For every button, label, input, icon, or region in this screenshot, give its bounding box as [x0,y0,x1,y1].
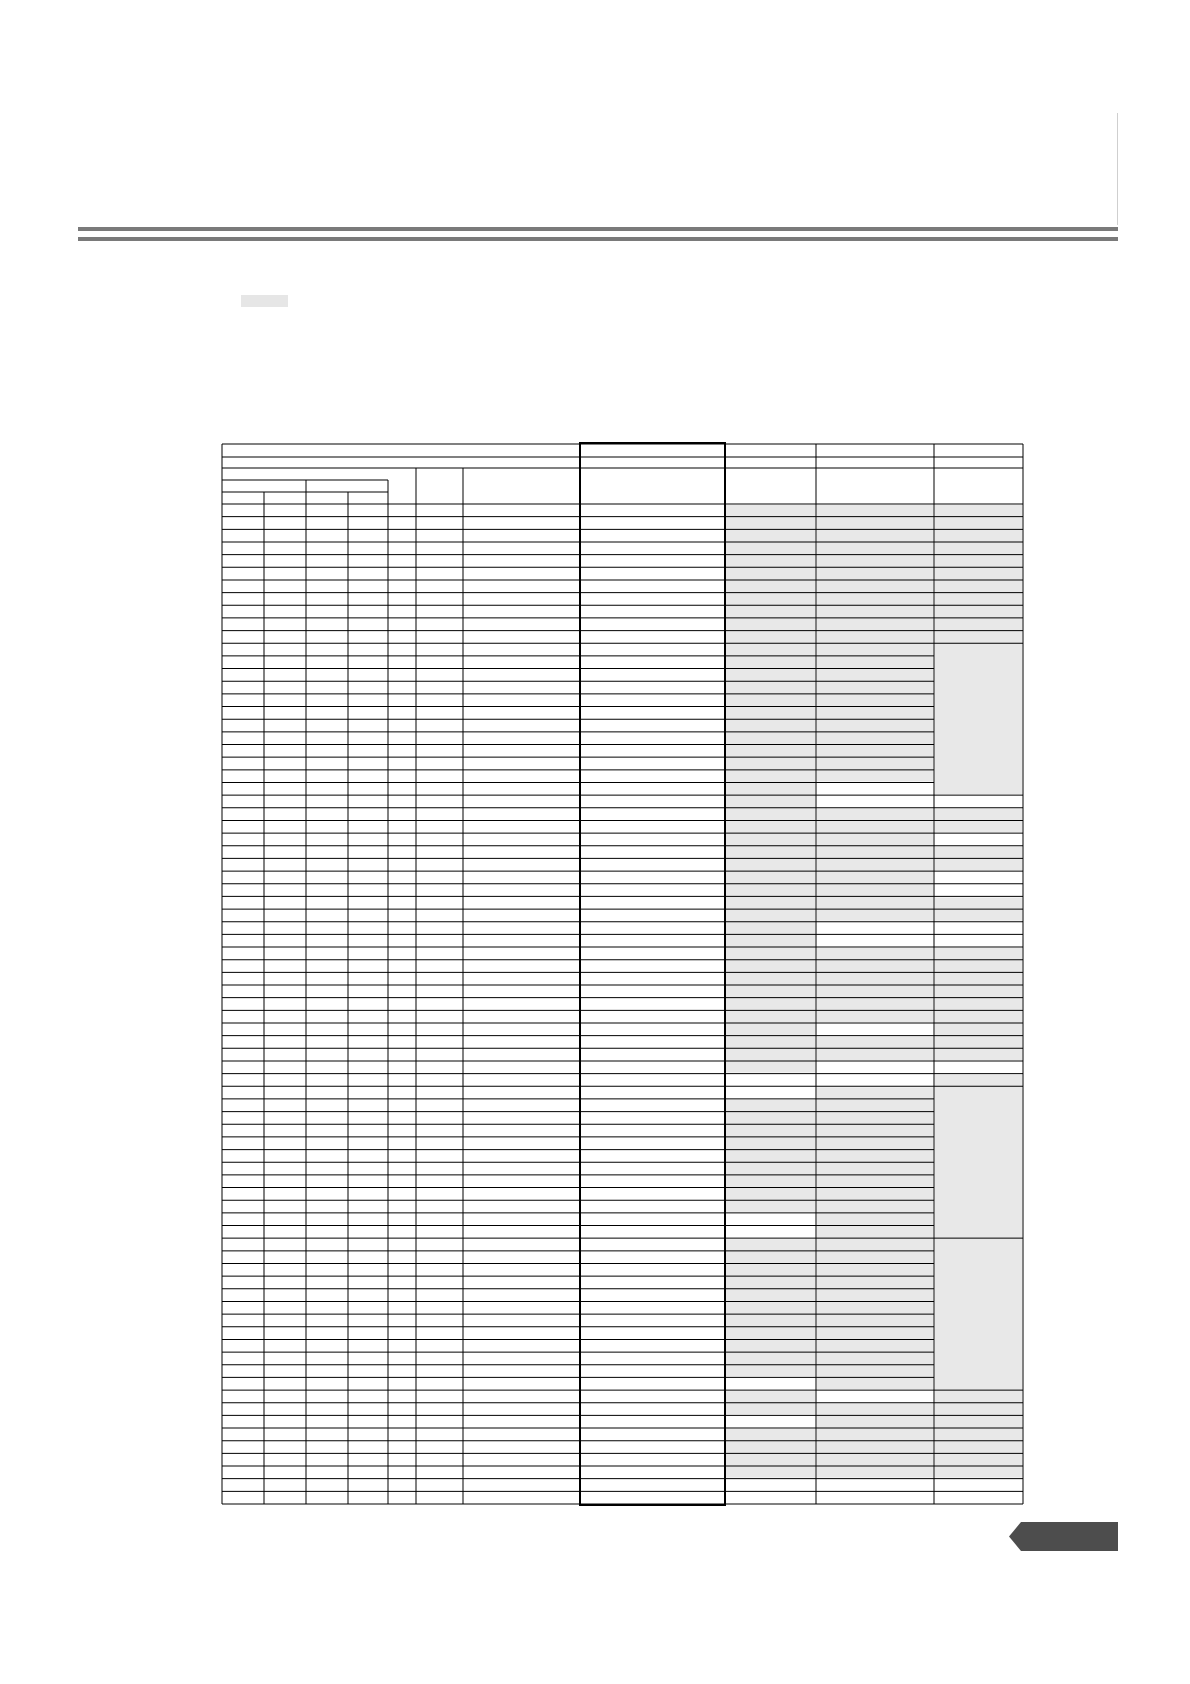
table-cell-shaded [935,948,1022,1060]
table-cell-shaded [817,809,933,921]
section-label-box [241,295,288,307]
drum-kit-table [220,442,1025,1514]
table-cell-shaded [935,505,1022,794]
page-edge-rule [1117,113,1118,225]
table-cell-shaded [726,1100,815,1212]
header-rule-bottom [78,237,1118,241]
page-tab-shape [1009,1522,1118,1551]
table-cell-shaded [935,1075,1022,1478]
header-rule-top [78,227,1118,231]
table-cell-shaded [726,505,815,1073]
page-number-tab [1009,1522,1118,1551]
table-cell-shaded [726,1239,815,1376]
highlighted-column-frame [580,443,725,1505]
